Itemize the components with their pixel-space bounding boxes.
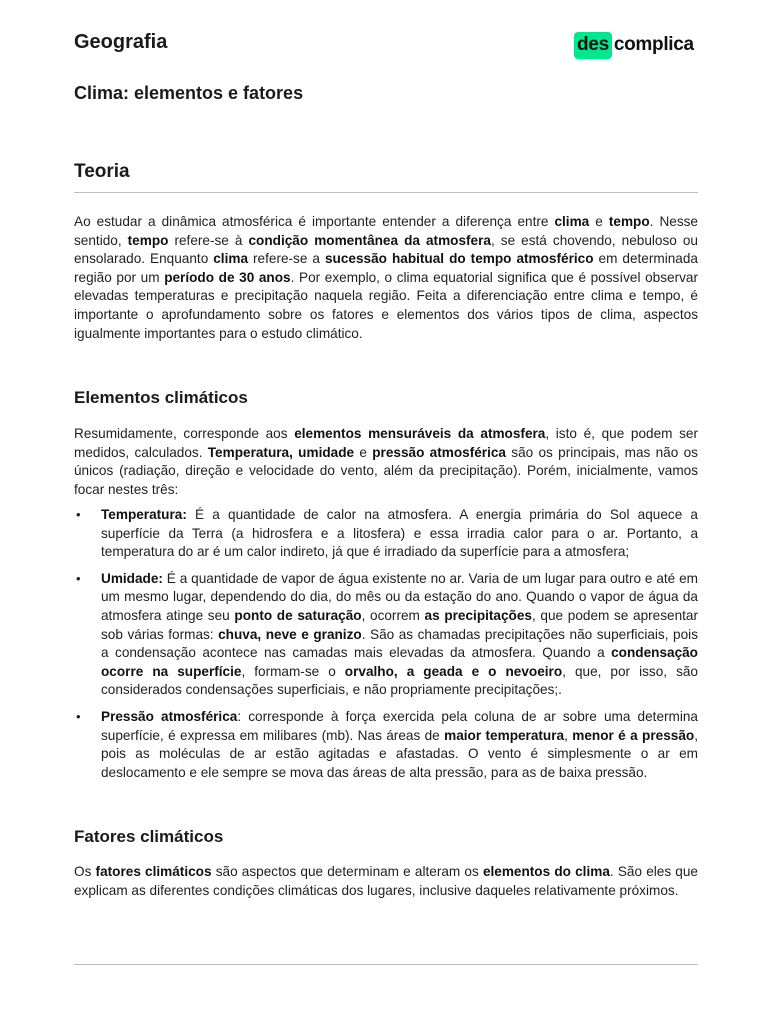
list-item-pressao: • Pressão atmosférica: corresponde à força exercida pela coluna de ar sobre uma determina superfície, é expressa em milibares (mb). Nas áreas de maior temperatura, menor é a pressão, pois as moléculas de ar estão agitadas e afastadas. O vento é simplesmente o ar em deslocamento e ele sempre se mova das áreas de alta pressão, para as de baixa pressão. — [76, 708, 698, 780]
descomplica-logo[interactable] — [574, 30, 694, 60]
bullet-icon: • — [76, 507, 81, 522]
elementos-intro-paragraph: Resumidamente, corresponde aos elementos mensuráveis da atmosfera, isto é, que podem ser medidos, calculados. Temperatura, umidade e pressão atmosférica são os principais, mas não os únicos (radiação, direção e velocidade do vento, além da precipitação). Porém, inicialmente, vamos focar nestes três: — [74, 426, 699, 497]
subject-title: Geografia — [74, 31, 168, 53]
section-title-fatores: Fatores climáticos — [74, 827, 224, 846]
list-item-temperatura: • Temperatura: É a quantidade de calor na atmosfera. A energia primária do Sol aquece a superfície da Terra (a hidrosfera e a litosfera) e essa irradia calor para o ar. Portanto, a temperatura do ar é um calor indireto, já que é irradiado da superfície para a atmosfera; — [76, 507, 698, 560]
bullet-icon: • — [76, 570, 81, 586]
logo-wordmark: complica — [613, 34, 694, 55]
header-divider — [74, 192, 698, 193]
section-title-elementos: Elementos climáticos — [74, 388, 248, 407]
teoria-paragraph: Ao estudar a dinâmica atmosférica é importante entender a diferença entre clima e tempo. Nesse sentido, tempo refere-se à condição momentânea da atmosfera, se está chovendo, nebuloso ou ensolarado. Enquanto clima refere-se a sucessão habitual do tempo atmosférico em determinada região por um período de 30 anos. Por exemplo, o clima equatorial significa que é possível observar elevadas temperaturas e precipitação naquela região. Feita a diferenciação entre clima e tempo, é importante o aprofundamento sobre os fatores e elementos dos vários tipos de clima, aspectos igualmente importantes para o estudo climático. — [74, 214, 698, 341]
bullet-icon: • — [76, 708, 81, 724]
footer-divider — [74, 964, 698, 965]
topic-title: Clima: elementos e fatores — [74, 83, 304, 103]
section-title-teoria: Teoria — [74, 161, 130, 182]
list-item-umidade: • Umidade: É a quantidade de vapor de água existente no ar. Varia de um lugar para outro e até em um mesmo lugar, dependendo do dia, do mês ou da estação do ano. Quando o vapor de água da atmosfera atinge seu ponto de saturação, ocorrem as precipitações, que podem se apresentar sob várias formas: chuva, neve e granizo. São as chamadas precipitações não superficiais, pois a condensação acontece nas camadas mais elevadas da atmosfera. Quando a condensação ocorre na superfície, formam-se o orvalho, a geada e o nevoeiro, que, por isso, são considerados condensações superficiais, e não propriamente precipitações;. — [76, 570, 699, 698]
fatores-paragraph: Os fatores climáticos são aspectos que determinam e alteram os elementos do clima. São eles que explicam as diferentes condições climáticas dos lugares, inclusive daqueles relativamente próximos. — [74, 864, 698, 898]
logo-badge: des — [574, 32, 612, 59]
elementos-list — [74, 506, 698, 790]
